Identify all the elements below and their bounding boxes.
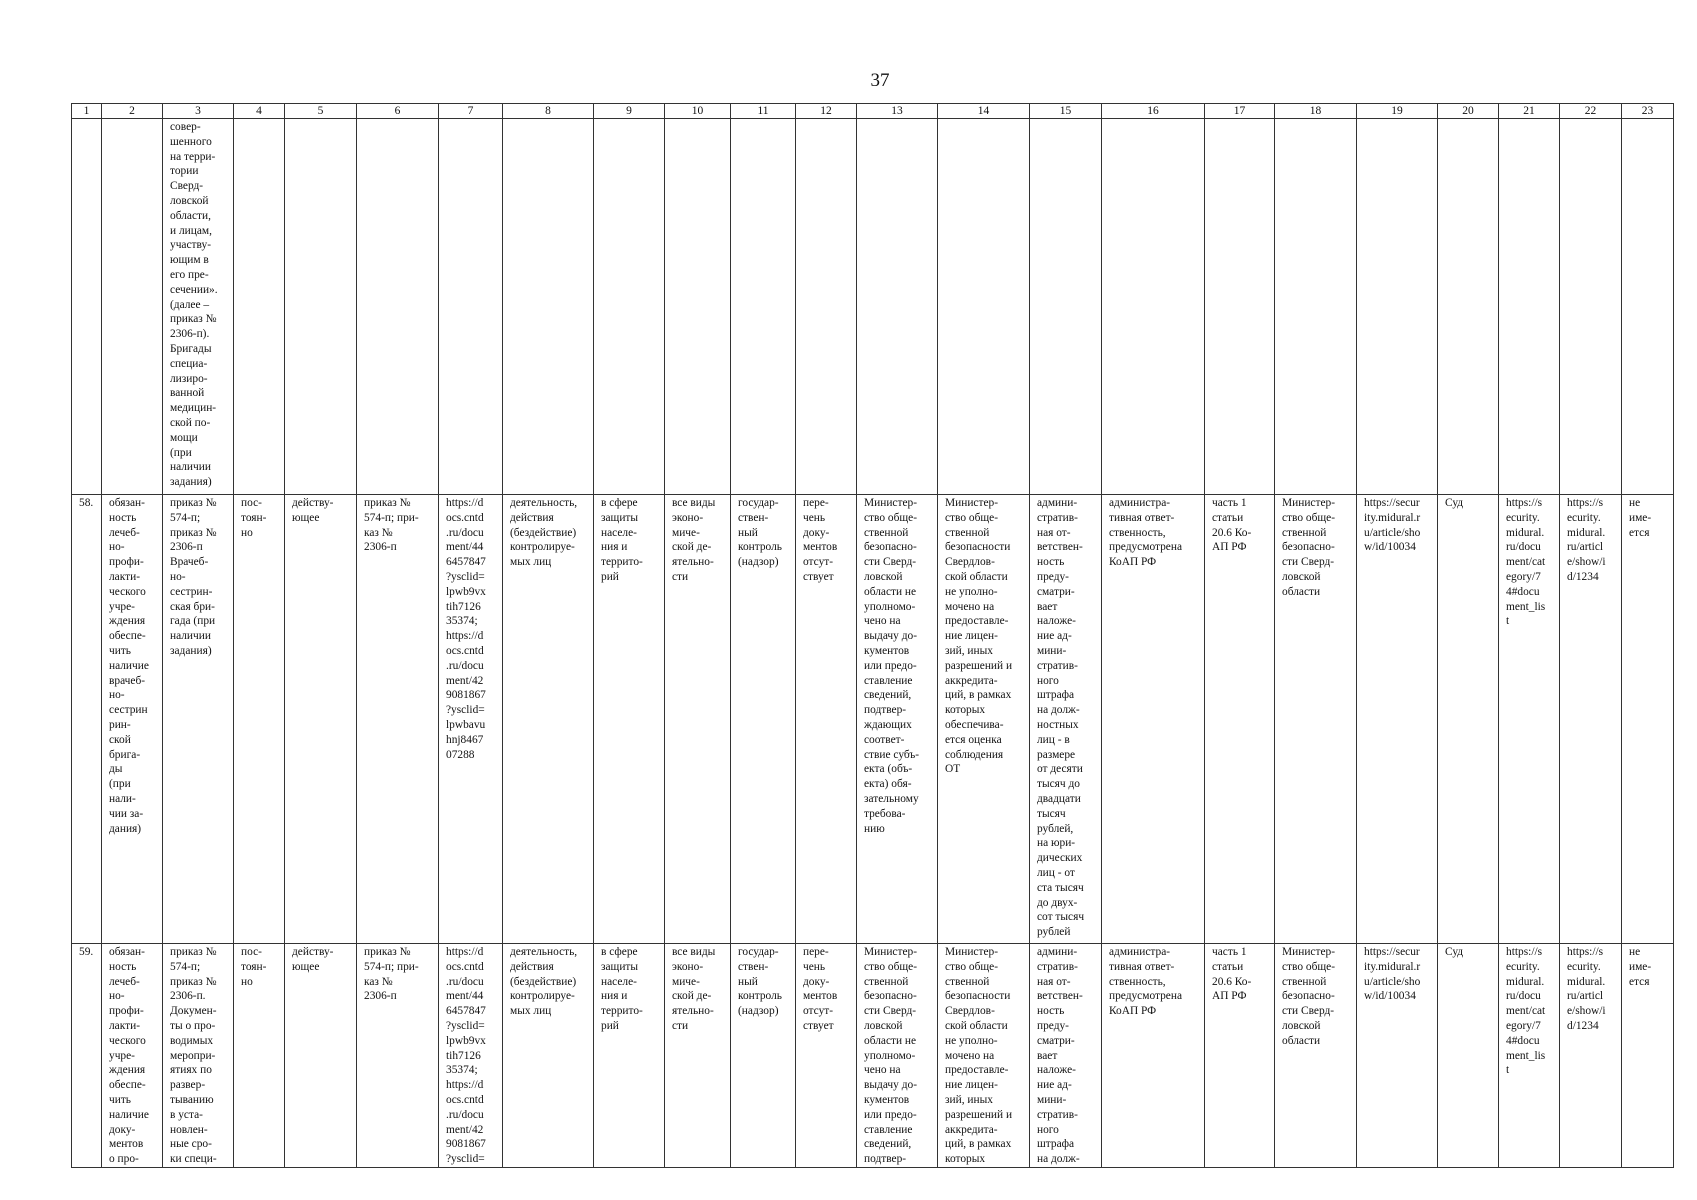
column-number: 1 <box>72 104 102 119</box>
table-cell <box>357 944 439 1168</box>
cell-text: Министер- ство обще- ственной безопасно- сти Сверд- ловской области <box>1282 497 1335 598</box>
column-number: 9 <box>594 104 665 119</box>
table-cell <box>594 119 665 495</box>
cell-text: администра- тивная ответ- ственность, предусмотрена КоАП РФ <box>1109 497 1183 569</box>
table-cell <box>1357 495 1438 944</box>
column-number: 5 <box>285 104 357 119</box>
cell-text: https://secur ity.midural.r u/article/sho w/id/10034 <box>1364 497 1421 554</box>
table-cell <box>665 495 731 944</box>
table-cell <box>1205 944 1275 1168</box>
cell-text: пос- тоян- но <box>241 946 267 988</box>
cell-text: админи- стратив- ная от- ветствен- ность преду- сматри- вает наложе- ние ад- мини- стратив- ного штрафа на долж- ностных лиц - в размере от десяти тысяч до двадцати тысяч рублей, на юри- дических лиц - от ста тысяч до двух- сот тысяч рублей <box>1037 497 1085 939</box>
table-cell <box>1205 119 1275 495</box>
cell-text: в сфере защиты населе- ния и террито- рий <box>601 497 643 583</box>
column-number: 20 <box>1438 104 1499 119</box>
cell-text: деятельность, действия (бездействие) контролируе- мых лиц <box>510 497 578 569</box>
cell-text: пере- чень доку- ментов отсут- ствует <box>803 497 838 583</box>
requirements-table <box>71 103 1674 1168</box>
table-cell <box>1438 495 1499 944</box>
page-number: 37 <box>870 70 890 91</box>
table-cell <box>285 495 357 944</box>
table-cell <box>1438 119 1499 495</box>
table-cell <box>1357 119 1438 495</box>
table-cell <box>938 944 1030 1168</box>
column-number: 12 <box>796 104 857 119</box>
cell-text: Министер- ство обще- ственной безопасно- сти Сверд- ловской области <box>1282 946 1335 1047</box>
table-cell <box>796 495 857 944</box>
column-number: 13 <box>857 104 938 119</box>
cell-text: приказ № 574-п; при- каз № 2306-п <box>364 946 419 1003</box>
table-cell <box>1499 119 1560 495</box>
table-row <box>72 495 1674 944</box>
table-cell <box>1275 495 1357 944</box>
table-cell <box>234 119 285 495</box>
table-cell <box>857 944 938 1168</box>
table-cell <box>1030 119 1102 495</box>
column-number: 6 <box>357 104 439 119</box>
table-cell <box>665 944 731 1168</box>
table-cell <box>1030 944 1102 1168</box>
column-number: 7 <box>439 104 503 119</box>
column-number: 8 <box>503 104 594 119</box>
cell-text: Министер- ство обще- ственной безопасности Свердлов- ской области не уполно- мочено на предоставле- ние лицен- зий, иных разрешений и аккредита- ций, в рамках которых обеспечива- ется оценка соблюдения ОТ <box>945 497 1013 776</box>
table-cell <box>938 119 1030 495</box>
cell-text: обязан- ность лечеб- но- профи- лакти- ческого учре- ждения обеспе- чить наличие доку- ментов о про- <box>109 946 149 1166</box>
table-cell <box>1275 944 1357 1168</box>
column-number: 2 <box>102 104 163 119</box>
cell-text: Министер- ство обще- ственной безопасно- сти Сверд- ловской области не уполномо- чено на выдачу до- кументов или предо- ставление сведений, подтвер- <box>864 946 917 1166</box>
row-number-cell <box>72 495 102 944</box>
table-row <box>72 944 1674 1168</box>
table-cell <box>285 944 357 1168</box>
table-cell <box>357 119 439 495</box>
column-number: 19 <box>1357 104 1438 119</box>
table-cell <box>857 119 938 495</box>
table-cell <box>163 944 234 1168</box>
cell-text: https://s ecurity. midural. ru/articl e/show/i d/1234 <box>1567 946 1606 1032</box>
cell-text: https://s ecurity. midural. ru/articl e/show/i d/1234 <box>1567 497 1606 583</box>
cell-text: не име- ется <box>1629 497 1652 539</box>
table-cell <box>102 495 163 944</box>
table-cell <box>503 495 594 944</box>
cell-text: https://secur ity.midural.r u/article/sho w/id/10034 <box>1364 946 1421 1003</box>
cell-text: приказ № 574-п; приказ № 2306-п. Докумен- ты о про- водимых меропри- ятиях по развер- тыванию в уста- новлен- ные сро- ки специ- <box>170 946 217 1166</box>
cell-text: совер- шенного на терри- тории Сверд- ловской области, и лицам, участву- ющим в его пре- сечении». (далее – приказ № 2306-п). Бригады специа- лизиро- ванной медицин- ской по- мощи (при наличии задания) <box>170 121 218 489</box>
table-cell <box>285 119 357 495</box>
cell-text: Министер- ство обще- ственной безопасно- сти Сверд- ловской области не уполномо- чено на выдачу до- кументов или предо- ставление сведений, подтвер- ждающих соответ- ствие субъ- екта (объ- екта) обя- зательному требова- нию <box>864 497 920 835</box>
cell-text: пос- тоян- но <box>241 497 267 539</box>
cell-text: все виды эконо- миче- ской де- ятельно- сти <box>672 497 716 583</box>
table-cell <box>1275 119 1357 495</box>
table-cell <box>731 119 796 495</box>
table-cell <box>234 495 285 944</box>
table-cell <box>857 495 938 944</box>
table-body <box>72 119 1674 1168</box>
table-cell <box>503 119 594 495</box>
column-number: 22 <box>1560 104 1622 119</box>
row-number: 59. <box>79 946 94 958</box>
table-cell <box>102 119 163 495</box>
table-cell <box>102 944 163 1168</box>
table-cell <box>1102 495 1205 944</box>
cell-text: приказ № 574-п; при- каз № 2306-п <box>364 497 419 554</box>
table-cell <box>72 119 102 495</box>
column-number: 15 <box>1030 104 1102 119</box>
table-cell <box>594 495 665 944</box>
cell-text: пере- чень доку- ментов отсут- ствует <box>803 946 838 1032</box>
column-number: 17 <box>1205 104 1275 119</box>
column-number: 18 <box>1275 104 1357 119</box>
table-cell <box>163 119 234 495</box>
cell-text: обязан- ность лечеб- но- профи- лакти- ческого учре- ждения обеспе- чить наличие врачеб- но- сестрин рин- ской брига- ды (при нали- чии за- дания) <box>109 497 149 835</box>
table-cell <box>1499 495 1560 944</box>
header-row <box>72 104 1674 119</box>
cell-text: часть 1 статьи 20.6 Ко- АП РФ <box>1212 946 1252 1003</box>
table-cell <box>1622 944 1674 1168</box>
cell-text: деятельность, действия (бездействие) контролируе- мых лиц <box>510 946 578 1018</box>
table-cell <box>1438 944 1499 1168</box>
cell-text: Министер- ство обще- ственной безопасности Свердлов- ской области не уполно- мочено на предоставле- ние лицен- зий, иных разрешений и аккредита- ций, в рамках которых <box>945 946 1013 1166</box>
cell-text: все виды эконо- миче- ской де- ятельно- сти <box>672 946 716 1032</box>
table-cell <box>1499 944 1560 1168</box>
table-cell <box>731 944 796 1168</box>
cell-text: государ- ствен- ный контроль (надзор) <box>738 946 782 1018</box>
cell-text: не име- ется <box>1629 946 1652 988</box>
column-number: 21 <box>1499 104 1560 119</box>
row-number-cell <box>72 944 102 1168</box>
table-header <box>72 104 1674 119</box>
table-cell <box>796 119 857 495</box>
table-cell <box>665 119 731 495</box>
table-cell <box>439 495 503 944</box>
table-cell <box>234 944 285 1168</box>
table-cell <box>439 944 503 1168</box>
column-number: 10 <box>665 104 731 119</box>
cell-text: государ- ствен- ный контроль (надзор) <box>738 497 782 569</box>
column-number: 4 <box>234 104 285 119</box>
column-number: 3 <box>163 104 234 119</box>
table-cell <box>731 495 796 944</box>
row-number: 58. <box>79 497 94 509</box>
column-number: 14 <box>938 104 1030 119</box>
table-cell <box>1560 495 1622 944</box>
table-cell <box>1560 119 1622 495</box>
table-cell <box>1560 944 1622 1168</box>
cell-text: действу- ющее <box>292 946 334 973</box>
table-row <box>72 119 1674 495</box>
table-cell <box>1357 944 1438 1168</box>
cell-text: приказ № 574-п; приказ № 2306-п Врачеб- но- сестрин- ская бри- гада (при наличии задания) <box>170 497 217 657</box>
column-number: 23 <box>1622 104 1674 119</box>
table-cell <box>1102 944 1205 1168</box>
table-cell <box>796 944 857 1168</box>
table-cell <box>1102 119 1205 495</box>
table-cell <box>1205 495 1275 944</box>
cell-text: Суд <box>1445 497 1464 509</box>
cell-text: администра- тивная ответ- ственность, предусмотрена КоАП РФ <box>1109 946 1183 1018</box>
cell-text: https://s ecurity. midural. ru/docu ment/cat egory/7 4#docu ment_lis t <box>1506 946 1546 1077</box>
table-cell <box>1030 495 1102 944</box>
table-cell <box>163 495 234 944</box>
table-cell <box>503 944 594 1168</box>
cell-text: https://d ocs.cntd .ru/docu ment/44 6457847 ?ysclid= lpwb9vx tih7126 35374; https://d ocs.cntd .ru/docu ment/42 9081867 ?ysclid= lpwbavu hnj8467 07288 <box>446 497 486 761</box>
cell-text: Суд <box>1445 946 1464 958</box>
cell-text: https://d ocs.cntd .ru/docu ment/44 6457847 ?ysclid= lpwb9vx tih7126 35374; https://d ocs.cntd .ru/docu ment/42 9081867 ?ysclid= <box>446 946 486 1166</box>
table-cell <box>1622 495 1674 944</box>
table-cell <box>938 495 1030 944</box>
column-number: 16 <box>1102 104 1205 119</box>
table-cell <box>439 119 503 495</box>
cell-text: https://s ecurity. midural. ru/docu ment/cat egory/7 4#docu ment_lis t <box>1506 497 1546 628</box>
table-cell <box>594 944 665 1168</box>
column-number: 11 <box>731 104 796 119</box>
table-cell <box>1622 119 1674 495</box>
cell-text: в сфере защиты населе- ния и террито- рий <box>601 946 643 1032</box>
cell-text: админи- стратив- ная от- ветствен- ность преду- сматри- вает наложе- ние ад- мини- стратив- ного штрафа на долж- <box>1037 946 1083 1166</box>
table-cell <box>357 495 439 944</box>
cell-text: часть 1 статьи 20.6 Ко- АП РФ <box>1212 497 1252 554</box>
cell-text: действу- ющее <box>292 497 334 524</box>
